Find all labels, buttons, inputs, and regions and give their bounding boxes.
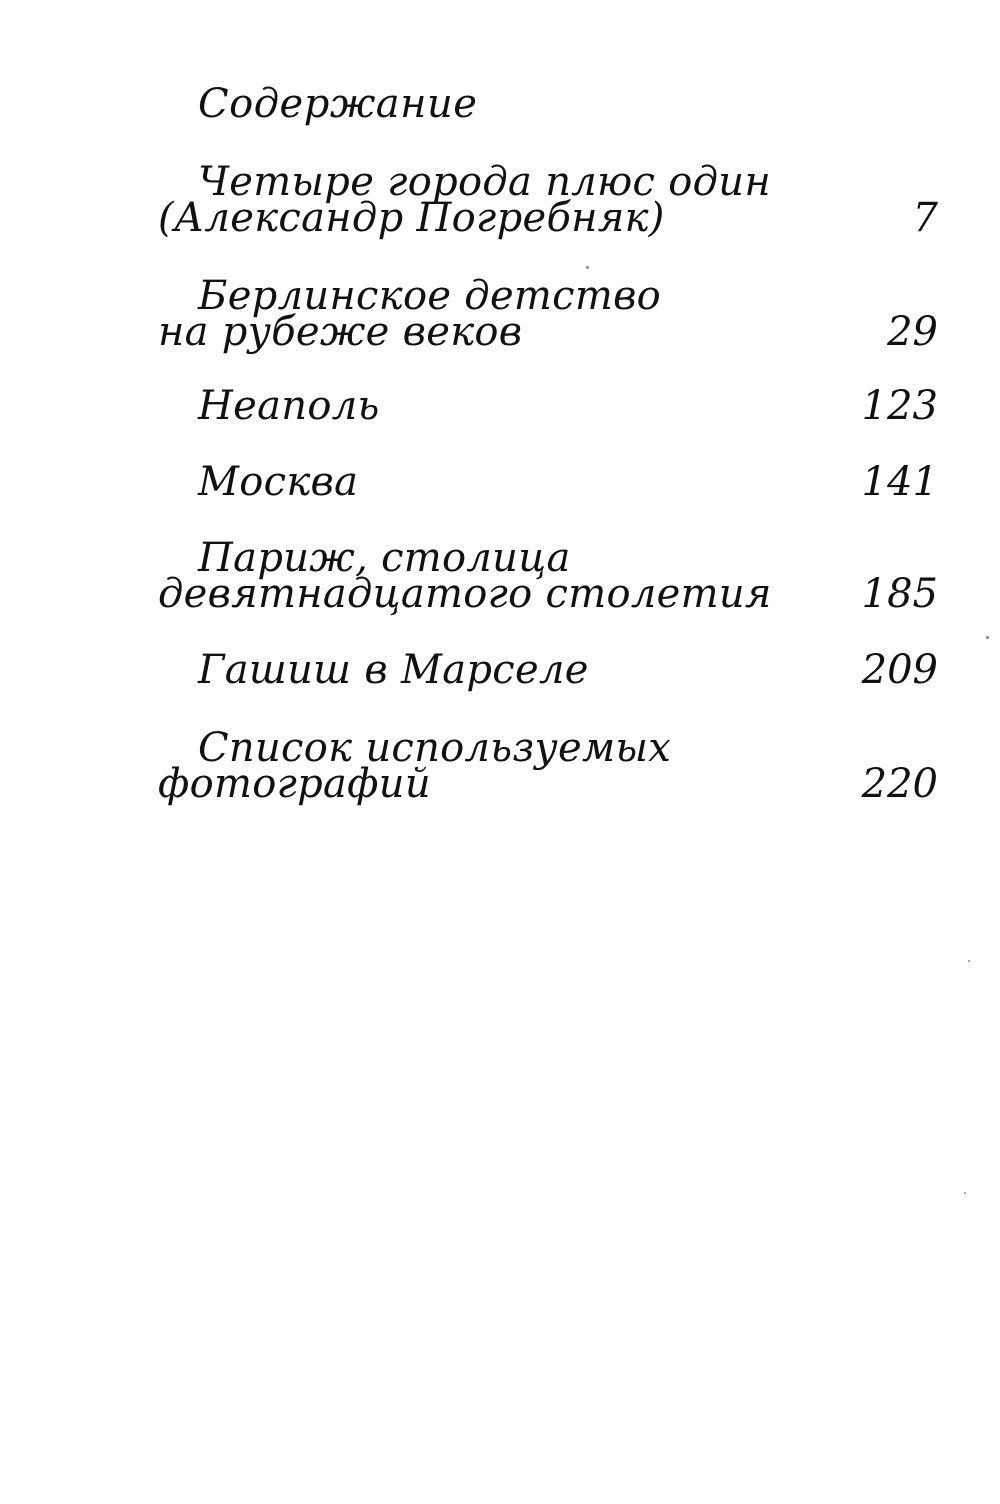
toc-entry-title-line: Гашиш в Марселе [198,647,589,693]
toc-entry-page-number: 209 [861,647,938,693]
toc-entry-title-line: Неаполь [198,383,380,429]
toc-entry-page-number: 29 [887,309,938,355]
toc-entry [0,159,1000,241]
toc-entry-page-number: 123 [861,383,938,429]
toc-entry [0,383,1000,429]
toc-entry-title-line: Москва [198,459,359,505]
toc-entry-title-line: Четыре города плюс один [198,159,771,205]
toc-entry-title-line: фотографий [158,761,431,807]
scan-speck [986,636,989,639]
toc-entry [0,273,1000,355]
toc-entry-title-line: Список используемых [198,725,672,771]
scan-speck [586,266,589,269]
toc-entry-title-line: (Александр Погребняк) [158,195,665,241]
toc-entry-title [0,725,1000,807]
scan-speck [968,960,970,962]
toc-entry-title-line: девятнадцатого столетия [158,571,772,617]
toc-entry [0,535,1000,617]
toc-entry-title [0,159,1000,241]
toc-entry [0,725,1000,807]
toc-entry-title-line: на рубеже веков [158,309,523,355]
toc-entry-title [0,273,1000,355]
toc-title: Содержание [198,81,478,127]
toc-entry [0,459,1000,505]
toc-entry-page-number: 141 [861,459,938,505]
scan-speck [964,1192,966,1194]
toc-entry-page-number: 7 [912,195,938,241]
toc-entry-title-line: Берлинское детство [198,273,662,319]
toc-entry-title [0,535,1000,617]
toc-entry-title [0,383,1000,429]
toc-entry-title [0,459,1000,505]
toc-entry-page-number: 220 [861,761,938,807]
toc-entry-page-number: 185 [861,571,938,617]
toc-entry-title [0,647,1000,693]
toc-entry-title-line: Париж, столица [198,535,571,581]
toc-entry [0,647,1000,693]
